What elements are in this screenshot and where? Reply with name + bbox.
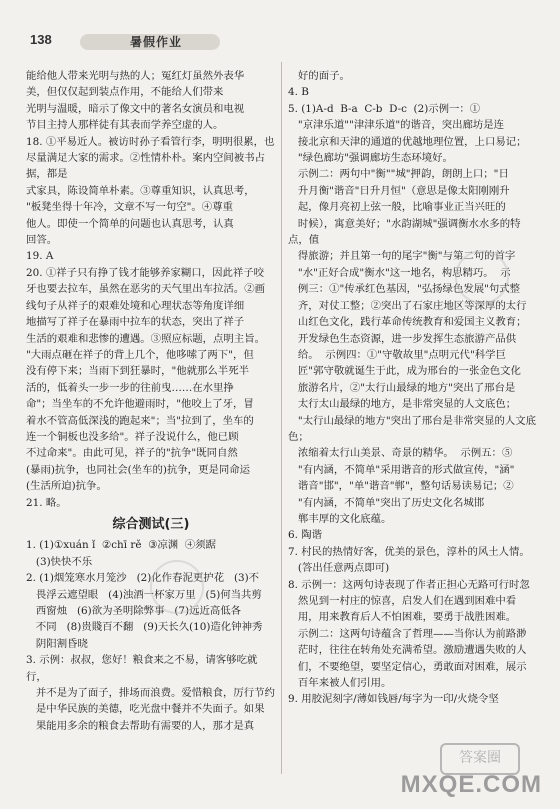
right-column <box>288 68 540 708</box>
text-line: 着水不管高低深浅的跑起来"；当"拉到了，坐车的 <box>26 414 254 427</box>
text-line: 不同 (8)贵賤百不翻 (9)天长久(10)造化钟神秀 <box>26 621 263 634</box>
text-line: 西窗烛 (6)欲为圣明除弊事 (7)远近高低各 <box>26 605 242 617</box>
page-header <box>30 30 220 56</box>
text-line: 3. 示例：叔叔，您好！粮食来之不易，请客够吃就行， <box>26 654 258 683</box>
watermark-logo: 答案圈 <box>440 743 520 775</box>
faint-stamp <box>150 560 204 614</box>
text-line: 时候），寓意美好；"水韵湖城"强调衡水水多的特点，值 <box>288 217 521 247</box>
column-divider <box>281 62 282 774</box>
text-line: 开发绿色生态资源，进一步发挥生态旅游产品供 <box>288 332 517 345</box>
text-line: 齐，对仗工整；②突出了石家庄地区等深厚的太行 <box>288 299 527 312</box>
text-line: 果能用多余的粮食去帮助有需要的人，那才是真 <box>26 719 255 732</box>
text-line: 9. 用胶泥刻字/薄如钱唇/每字为一印/火烧令坚 <box>288 693 499 706</box>
text-line: "京津乐道""津津乐道"的谐音，突出廊坊是连 <box>288 119 505 132</box>
watermark-text: MXQE.COM <box>400 771 542 798</box>
text-line: 能给他人带来光明与热的人；冤红灯虽然外表华 <box>26 70 245 82</box>
text-line: 节目主持人那样徒有其表而学养空虚的人。 <box>26 119 224 132</box>
text-line: 活的，低着头一步一步的往前曳……在水里挣 <box>26 381 234 394</box>
text-line: "大雨点砸在祥子的背上几个，他哆嗦了两下"，但 <box>26 348 254 361</box>
text-line: 是中华民族的美德，吃光盘中餐并不失面子。如果 <box>26 703 265 716</box>
text-line: 他人。即使一个简单的问题也认真思考，认真 <box>26 217 234 230</box>
text-line: 浓缩着太行山美景、奇景的精华。 示例五：⑤ <box>288 447 513 460</box>
text-line: 然见到一村庄的惊喜，启发人们在遇到困难中看 <box>288 595 517 607</box>
text-line: 例三：①"传承红色基因，"弘扬绿色发展"句式整 <box>288 283 521 296</box>
text-line: 匠"郭守敬就诞生于此，成为邢台的一张金色文化 <box>288 365 521 378</box>
faint-stamp <box>455 250 509 304</box>
text-line: 18. ①平易近人。被访时孙子看管行李，明明很累，也 <box>26 135 275 148</box>
text-line: 命"；当坐车的不允许他避雨时，"他咬上了牙，冒 <box>26 398 254 411</box>
text-line: 1. (1)①xuán ǐ ②chī rě ③凉渊 ④须踞 <box>26 539 216 552</box>
text-line: 用，用来教育后人不怕困难，要勇于战胜困难。 <box>288 611 517 624</box>
text-line: "太行山最绿的地方"突出了邢台是非常突显的人文底色； <box>288 414 537 443</box>
text-line: 畏浮云遮望眼 (4)浊酒一杯家万里 (5)何当共剪 <box>26 588 262 601</box>
text-line: (暴雨)抗争，也同社会(坐车的)抗争，更是同命运 <box>26 463 251 476</box>
text-line: 得旅游；并且第一句的尾字"衡"与第二句的首字 <box>288 250 516 263</box>
text-line: 光明与温暖，暗示了像文中的著名女演员和电视 <box>26 102 245 115</box>
text-line: 升月衡"谐音"日升月恒"（意思是像太阳刚刚升 <box>288 184 510 197</box>
text-line: (生活所迫)抗争。 <box>26 480 107 493</box>
text-line: 式家具，陈设简单朴素。③尊重知识，认真思考， <box>26 184 255 197</box>
text-line: 尽量满足大家的需求。②性情朴朴。案内空间被书占据，都是 <box>26 152 265 181</box>
text-line: 生活的艰难和悲惨的遭遇。③照应标题，点明主旨。 <box>26 332 265 345</box>
page-number: 138 <box>30 32 52 47</box>
text-line: 太行太山最绿的地方，是非常突显的人文底色； <box>288 398 517 411</box>
header-title: 暑假作业 <box>130 35 183 49</box>
text-line: 6. 陶谐 <box>288 529 322 542</box>
text-line: 接北京和天津的通道的优越地理位置，上口易记； <box>288 135 527 148</box>
text-line: 线句子从祥子的艰难处境和心理状态等角度详细 <box>26 299 245 312</box>
text-line: 示例二：这两句诗蕴含了哲理——当你认为前路渺 <box>288 627 527 640</box>
text-line: 21. 略。 <box>26 496 67 509</box>
text-line: 给。 示例四：①"守敬故里"点明元代"科学巨 <box>288 348 506 361</box>
text-line: 19. A <box>26 250 54 263</box>
text-line: 不过命来"。由此可见，祥子的"抗争"既同自然 <box>26 447 238 460</box>
text-line: 并不是为了面子，排场而浪费。爱惜粮食，厉行节约 <box>26 687 275 700</box>
text-line: 郸丰厚的文化底蕴。 <box>288 512 392 525</box>
text-line: 2. (1)烟笼寒水月笼沙 (2)化作春泥更护花 (3)不 <box>26 572 260 585</box>
section-title: 综合测试(三) <box>112 516 190 532</box>
text-line: 茫时，往往在转角处充满希望。激励遭遇失败的人 <box>288 644 527 657</box>
text-line: 好的面子。 <box>288 70 350 82</box>
text-line: 回答。 <box>26 234 58 247</box>
text-line: "板凳坐得十年冷，文章不写一句空"。④尊重 <box>26 201 233 214</box>
text-line: (答出任意两点即可) <box>288 562 390 575</box>
text-line: 旅游名片，②"太行山最绿的地方"突出了邢台是 <box>288 381 516 394</box>
text-line: 谐音"邯"，"单"谐音"郸"，整句话易读易记；② <box>288 480 514 493</box>
text-line: "水"正好合成"衡水"这一地名，构思精巧。 示 <box>288 266 511 279</box>
text-line: 地描写了祥子在暴雨中拉车的状态，突出了祥子 <box>26 316 245 329</box>
text-line: 连一个铜板也没多给"。祥子没说什么，他已顾 <box>26 430 239 443</box>
text-line: "有内涵，不简单"采用谐音的形式做宣传，"涵" <box>288 463 515 476</box>
text-line: 20. ①祥子只有挣了钱才能够养家糊口，因此祥子咬 <box>26 266 265 279</box>
text-line: 7. 村民的热情好客，优美的景色，淳朴的风土人情。 <box>288 545 530 558</box>
text-line: 牙也要去拉车，虽然在恶劣的天气里出车拉活。②画 <box>26 283 265 296</box>
text-line: 没有停下来；当雨下到狂暴时，"他就那么半死半 <box>26 365 249 378</box>
text-line: (3)快快不乐 <box>26 555 93 568</box>
text-line: 美，但仅仅起到装点作用，不能给人们带来 <box>26 86 224 99</box>
text-line: "有内涵，不简单"突出了历史文化名城邯 <box>288 496 485 509</box>
left-column <box>26 68 276 734</box>
text-line: 4. B <box>288 86 309 99</box>
text-line: 阴阳割昏晓 <box>26 637 88 650</box>
text-line: 山红色文化，践行革命传统教育和爱国主义教育； <box>288 316 527 329</box>
text-line: 百年来被人们引用。 <box>288 677 392 690</box>
text-line: 5. (1)A-d B-a C-b D-c (2)示例一：① <box>288 102 481 115</box>
text-line: 8. 示例一：这两句诗表现了作者正担心无路可行时忽 <box>288 578 530 591</box>
text-line: 们，不要绝望，要坚定信心，勇敢面对困难，展示 <box>288 660 527 673</box>
text-line: "绿色廊坊"强调廊坊生态环境好。 <box>288 152 453 165</box>
text-line: 示例二：两句中"衡""城"押韵，朗朗上口；"日 <box>288 168 509 181</box>
text-line: 起，像月亮初上弦一般，比喻事业正当兴旺的 <box>288 201 506 214</box>
